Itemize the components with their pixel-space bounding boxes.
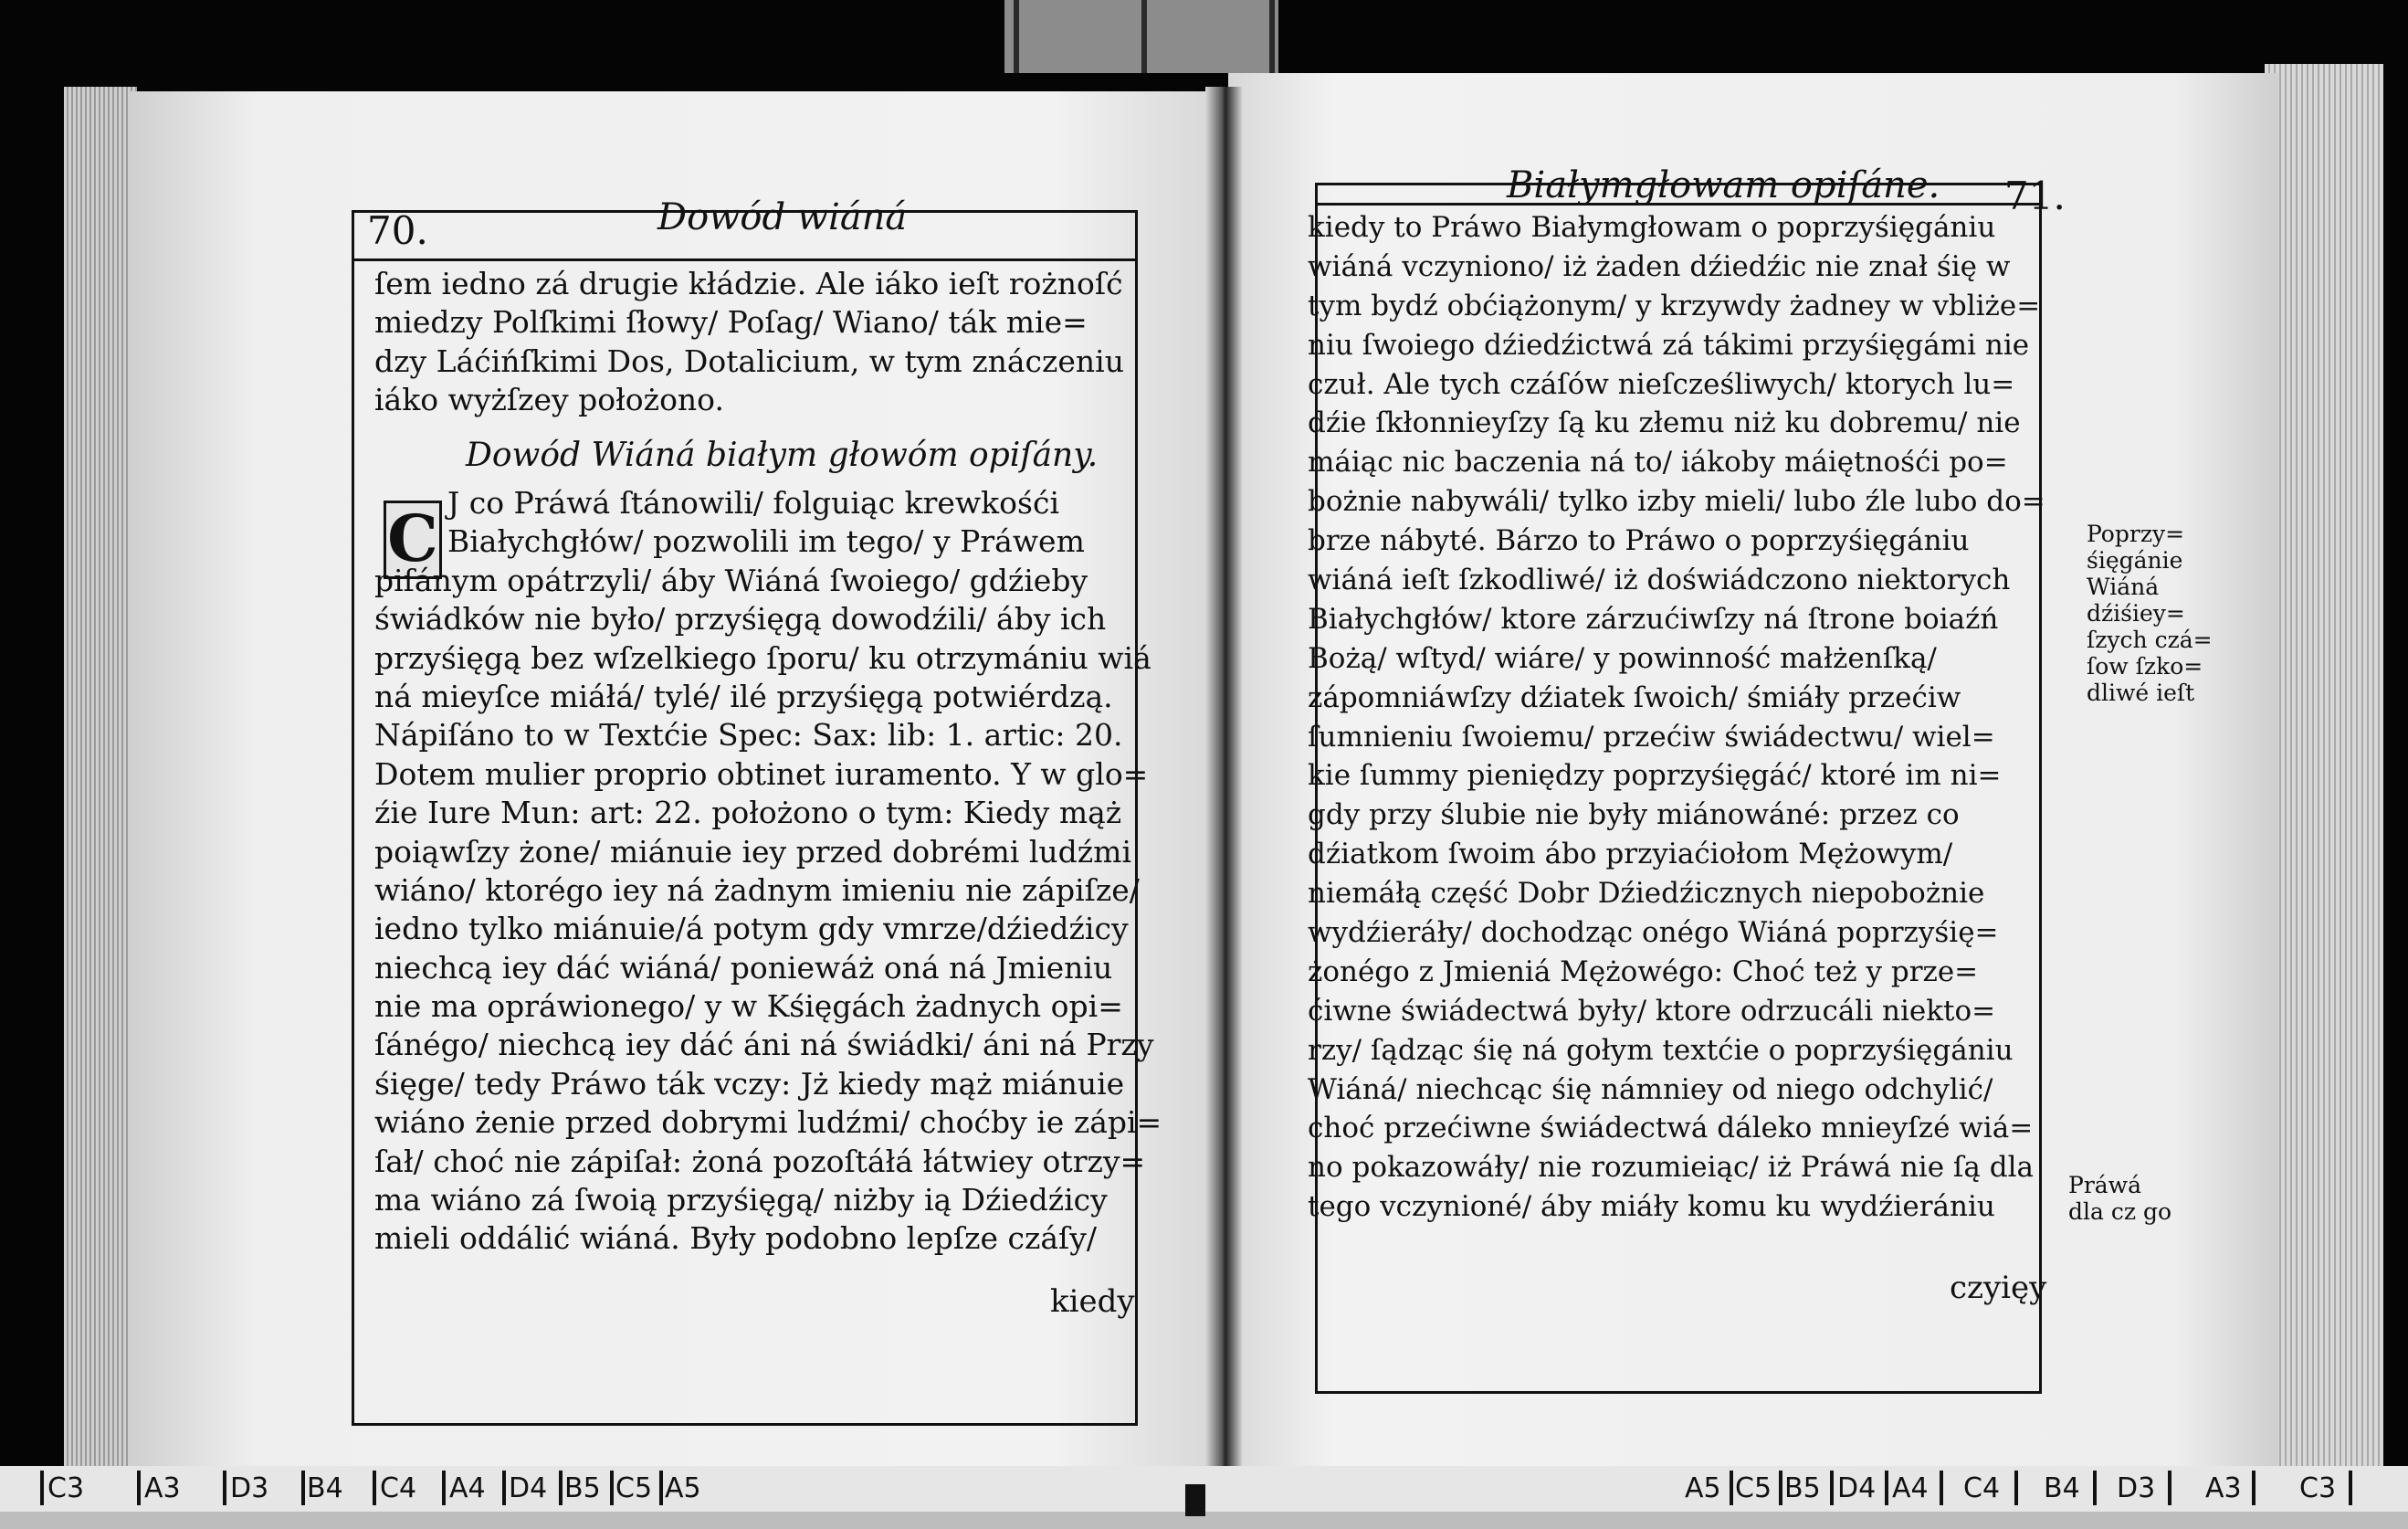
strip-label: C4	[1963, 1472, 2001, 1504]
strip-divider	[659, 1471, 663, 1505]
text-line: niemáłą część Dobr Dźiedźicznych niepobożnie	[1308, 877, 1985, 911]
strip-divider	[137, 1471, 141, 1505]
strip-label: B4	[2044, 1472, 2080, 1504]
text-line: J co Práwá ſtánowili/ folguiąc krewkośći	[447, 485, 1060, 521]
text-line: nie ma opráwionego/ y w Kśięgách żadnych opi=	[374, 988, 1123, 1025]
right-body-text	[1308, 208, 2045, 1227]
strip-divider	[301, 1471, 305, 1505]
strip-divider	[1730, 1471, 1733, 1505]
right-catchword: czyięy	[1950, 1270, 2047, 1306]
text-line: wiáná vczyniono/ iż żaden dźiedźic nie znał śię w	[1308, 249, 2011, 283]
strip-divider	[442, 1471, 446, 1505]
left-page-number: 70.	[367, 208, 428, 253]
text-line: no pokazowáły/ nie rozumieiąc/ iż Práwá nie ſą dla	[1308, 1151, 2034, 1185]
text-line: ſem iedno zá drugie kłádzie. Ale iáko ieſt rożnoſć	[374, 266, 1123, 301]
text-line: iedno tylko miánuie/á potym gdy vmrze/dźiedźicy	[374, 911, 1129, 947]
text-line: iáko wyżſzey położono.	[374, 382, 724, 418]
text-line: zápomniáwſzy dźiatek ſwoich/ śmiáły przećiw	[1308, 680, 1961, 714]
text-line: ſał/ choć nie zápiſał: żoná pozoſtáłá łátwiey otrzy=	[374, 1143, 1146, 1179]
text-line: wiáná ieſt ſzkodliwé/ iż doświádczono niektorych	[1308, 564, 2011, 597]
center-marker	[1185, 1484, 1205, 1516]
strip-label: C4	[380, 1472, 417, 1504]
text-line: Dotem mulier proprio obtinet iuramento. Y w glo=	[374, 755, 1149, 792]
strip-label: A5	[1685, 1472, 1721, 1504]
text-line: ma wiáno zá ſwoią przyśięgą/ niżby ią Dźiedźicy	[374, 1182, 1108, 1218]
strip-label: C5	[1735, 1472, 1772, 1504]
text-line: Wiáná/ niechcąc śię námniey od niego odchylić/	[1308, 1072, 1993, 1106]
text-line: wiáno żenie przed dobrymi ludźmi/ choćby ie zápi=	[374, 1104, 1162, 1141]
book-spine	[1205, 87, 1242, 1484]
text-line: piſánym opátrzyli/ áby Wiáná ſwoiego/ gdźieby	[374, 562, 1088, 598]
text-line: ſumnieniu ſwoiemu/ przećiw świádectwu/ wiel=	[1308, 720, 1995, 754]
text-line: dźiatkom ſwoim ábo przyiaćiołom Mężowym/	[1308, 838, 1953, 871]
text-line: tego vczynioné/ áby miáły komu ku wydźierániu	[1308, 1190, 1995, 1224]
text-line: Białychgłów/ ktore zárzućiwſzy ná ſtrone boiaźń	[1308, 602, 1999, 636]
strip-divider	[2168, 1471, 2171, 1505]
text-line: Białychgłów/ pozwolili im tego/ y Práwem	[447, 523, 1085, 560]
strip-label: A4	[449, 1472, 486, 1504]
strip-divider	[2014, 1471, 2018, 1505]
text-line: rzy/ ſądząc śię ná gołym textćie o poprzyśięgániu	[1308, 1033, 2014, 1067]
strip-label: C3	[2299, 1472, 2337, 1504]
left-running-header: Dowód wiáná	[657, 196, 908, 238]
marginal-note	[2068, 1172, 2171, 1225]
background-stripe	[1141, 0, 1147, 73]
text-line: gdy przy ślubie nie były miánowáné: przez co	[1308, 798, 1960, 832]
strip-divider	[610, 1471, 614, 1505]
marginal-note-line: ſow ſzko=	[2087, 653, 2203, 680]
text-line: poiąwſzy żone/ miánuie iey przed dobrémi ludźmi	[374, 833, 1132, 870]
marginal-note-line: ſzych czá=	[2087, 627, 2213, 653]
text-line: tym bydź obćiążonym/ y krzywdy żadney w vbliże=	[1308, 289, 2041, 322]
scanner-top-background	[1004, 0, 1278, 73]
text-line: choć przećiwne świádectwá dáleko mnieyſzé wiá=	[1308, 1112, 2034, 1145]
marginal-note-line: Poprzy=	[2087, 521, 2185, 547]
left-header-rule	[352, 258, 1135, 261]
text-line: żonégo z Jmieniá Mężowégo: Choć też y prze=	[1308, 954, 1979, 988]
strip-divider	[1779, 1471, 1782, 1505]
text-line: ćiwne świádectwá były/ ktore odrzucáli niekto=	[1308, 994, 1996, 1028]
strip-divider	[1885, 1471, 1888, 1505]
strip-label: A4	[1892, 1472, 1929, 1504]
text-line: niechcą iey dáć wiáná/ poniewáż oná ná Jmieniu	[374, 949, 1113, 986]
strip-divider	[2093, 1471, 2097, 1505]
text-line: mieli oddálić wiáná. Były podobno lepſze czáſy/	[374, 1220, 1098, 1257]
strip-divider	[559, 1471, 563, 1505]
strip-label: A5	[665, 1472, 701, 1504]
strip-label: A3	[144, 1472, 181, 1504]
strip-label: A3	[2205, 1472, 2242, 1504]
right-running-header: Białymgłowam opiſáne.	[1507, 164, 1940, 206]
marginal-note-line: dla cz go	[2068, 1198, 2172, 1225]
text-line: Nápiſáno to w Textćie Spec: Sax: lib: 1. artic: 20.	[374, 717, 1123, 754]
text-line: ſánégo/ niechcą iey dáć áni ná świádki/ áni ná Przy	[374, 1027, 1154, 1063]
text-line: kiedy to Práwo Białymgłowam o poprzyśięgániu	[1308, 211, 1996, 244]
strip-divider	[2349, 1471, 2352, 1505]
text-line: miedzy Polſkimi ſłowy/ Poſag/ Wiano/ ták mie=	[374, 304, 1088, 341]
marginal-note-line: Práwá	[2068, 1172, 2141, 1198]
left-catchword: kiedy	[1050, 1283, 1135, 1320]
text-line: bożnie nabywáli/ tylko izby mieli/ lubo źle lubo do=	[1308, 485, 2045, 519]
marginal-note	[2087, 521, 2213, 706]
left-intro-text	[374, 265, 1124, 420]
left-section-text	[374, 484, 1162, 1259]
strip-divider	[40, 1471, 44, 1505]
text-line: wiáno/ ktorégo iey ná żadnym imieniu nie zápiſze/	[374, 871, 1140, 908]
text-line: przyśięgą bez wſzelkiego ſporu/ ku otrzymániu wiá	[374, 639, 1151, 676]
marginal-note-line: dliwé ieſt	[2087, 680, 2195, 706]
marginal-note-line: Wiáná	[2087, 574, 2160, 600]
strip-label: D4	[1837, 1472, 1877, 1504]
strip-label: D3	[230, 1472, 269, 1504]
background-stripe	[1269, 0, 1275, 73]
strip-label: B5	[1784, 1472, 1821, 1504]
strip-label: D3	[2117, 1472, 2156, 1504]
strip-divider	[2252, 1471, 2256, 1505]
text-line: niu ſwoiego dźiedźictwá zá tákimi przyśięgámi nie	[1308, 328, 2030, 362]
text-line: máiąc nic baczenia ná to/ iákoby máiętnośći po=	[1308, 446, 2008, 480]
text-line: wydźieráły/ dochodząc onégo Wiáná poprzyśię=	[1308, 916, 1999, 950]
section-title: Dowód Wiáná białym głowóm opiſány.	[466, 437, 1099, 474]
strip-label: C3	[47, 1472, 85, 1504]
text-line: źie Iure Mun: art: 22. położono o tym: Kiedy mąż	[374, 795, 1122, 831]
text-line: brze nábyté. Bárzo to Práwo o poprzyśięgániu	[1308, 524, 1970, 558]
drop-capital: C	[384, 501, 442, 579]
strip-divider	[502, 1471, 506, 1505]
background-stripe	[1014, 0, 1019, 73]
strip-divider	[1940, 1471, 1943, 1505]
strip-divider	[373, 1471, 376, 1505]
strip-divider	[1830, 1471, 1834, 1505]
book-edge-right	[2265, 64, 2383, 1480]
text-line: Bożą/ wſtyd/ wiáre/ y powinność małżenſką/	[1308, 641, 1937, 675]
text-line: dźie ſkłonnieyſzy ſą ku złemu niż ku dobremu/ nie	[1308, 406, 2021, 440]
strip-label: D4	[509, 1472, 548, 1504]
text-line: śięge/ tedy Práwo ták vczy: Jż kiedy mąż miánuie	[374, 1065, 1125, 1102]
text-line: ná mieyſce miáłá/ tylé/ ilé przyśięgą potwiérdzą.	[374, 678, 1113, 714]
strip-label: C5	[615, 1472, 653, 1504]
strip-label: B5	[564, 1472, 601, 1504]
strip-divider	[223, 1471, 226, 1505]
text-line: świádków nie było/ przyśięgą dowodźili/ áby ich	[374, 601, 1107, 638]
right-page-number: 71.	[2004, 174, 2066, 218]
text-line: czuł. Ale tych czáſów nieſcześliwych/ ktorych lu=	[1308, 367, 2015, 401]
marginal-note-line: śięgánie	[2087, 547, 2183, 574]
strip-label: B4	[307, 1472, 343, 1504]
book-edge-left	[64, 87, 137, 1484]
marginal-note-line: dźiśiey=	[2087, 600, 2185, 627]
text-line: kie ſummy pieniędzy poprzyśięgáć/ ktoré im ni=	[1308, 759, 2002, 793]
text-line: dzy Láćińſkimi Dos, Dotalicium, w tym znáczeniu	[374, 343, 1124, 379]
